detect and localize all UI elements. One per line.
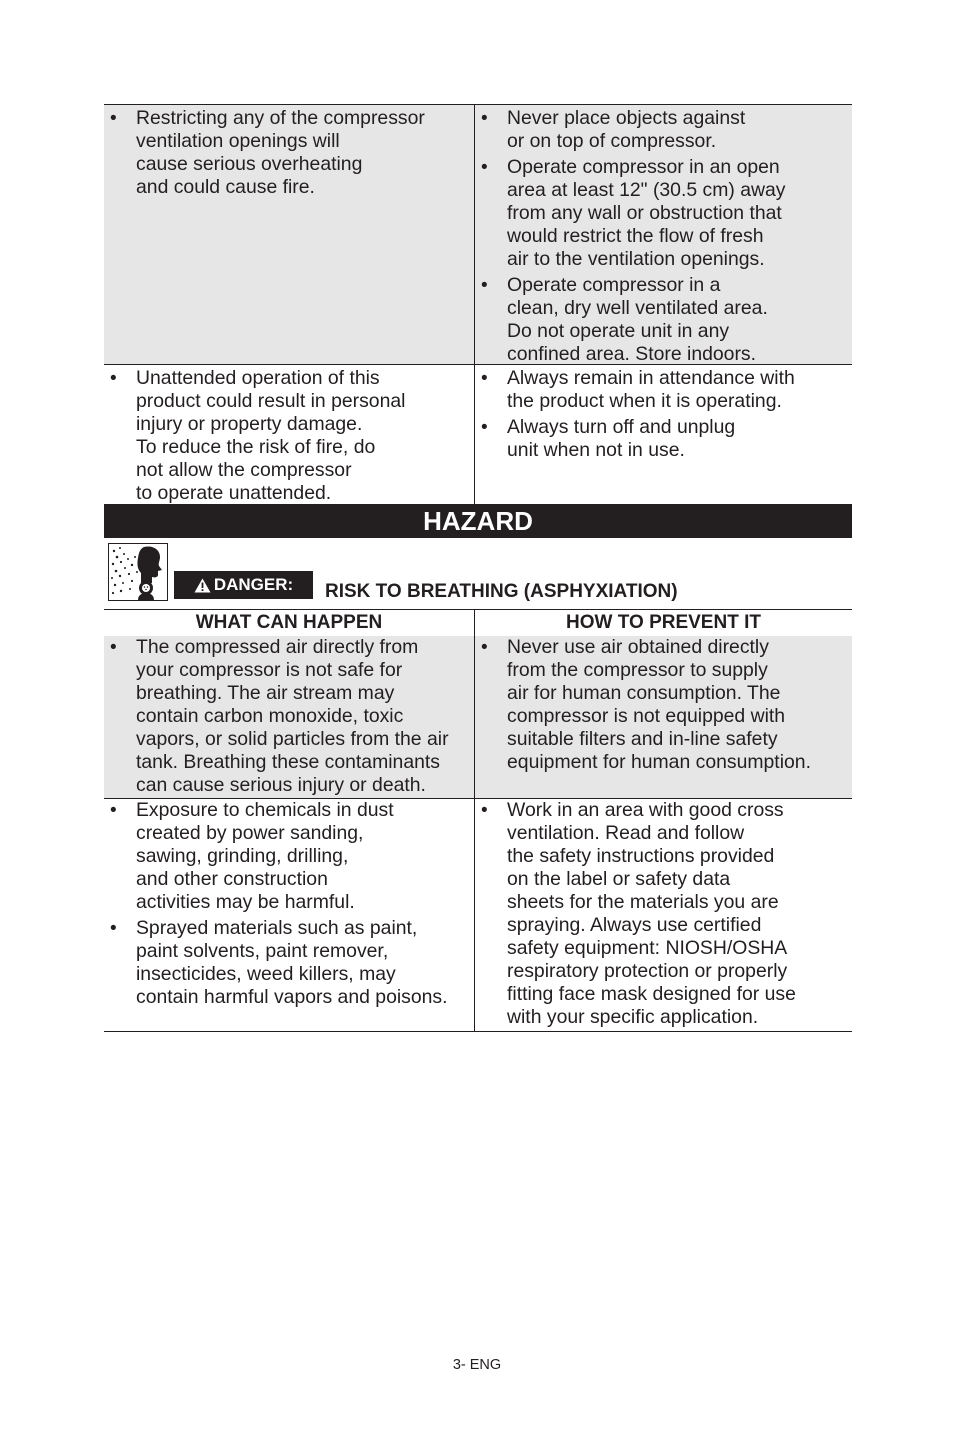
column-header-what: WHAT CAN HAPPEN xyxy=(104,610,475,636)
how-to-prevent-cell xyxy=(475,636,852,798)
list-item: • The compressed air directly from your compressor is not safe for breathing. The air stream may contain carbon monoxide, toxic vapors, or solid particles from the air tank. Breathing these contaminants can cause serious injury or death. xyxy=(104,636,474,797)
risk-title: RISK TO BREATHING (ASPHYXIATION) xyxy=(325,581,678,602)
how-to-prevent-cell xyxy=(475,365,852,505)
how-to-prevent-cell xyxy=(475,105,852,364)
list-item: • Work in an area with good cross ventilation. Read and follow the safety instructions provided on the label or safety data sheets for the materials you are spraying. Always use certified safety equipment: NIOSH/OSHA respiratory protection or properly fitting face mask designed for use with your specific application. xyxy=(475,799,852,1029)
bullet-list xyxy=(104,367,474,505)
list-item: • Always remain in attendance with the product when it is operating. xyxy=(475,367,852,413)
list-item: • Unattended operation of this product could result in personal injury or property damage. To reduce the risk of fire, do not allow the compressor to operate unattended. xyxy=(104,367,474,505)
bullet-list xyxy=(475,799,852,1029)
column-headers xyxy=(104,609,852,637)
table-row xyxy=(104,105,852,365)
bullet-list xyxy=(104,636,474,797)
bullet-list xyxy=(104,107,474,199)
bullet-list xyxy=(475,636,852,774)
list-item: • Operate compressor in a clean, dry well ventilated area. Do not operate unit in any confined area. Store indoors. xyxy=(475,274,852,366)
how-to-prevent-cell xyxy=(475,799,852,1031)
what-can-happen-cell xyxy=(104,799,475,1031)
breathing-hazard-table xyxy=(104,636,852,1032)
table-row xyxy=(104,799,852,1032)
list-item: • Never place objects against or on top of compressor. xyxy=(475,107,852,153)
what-can-happen-cell xyxy=(104,636,475,798)
ventilation-hazard-table xyxy=(104,104,852,505)
table-row xyxy=(104,636,852,799)
what-can-happen-cell xyxy=(104,105,475,364)
list-item: • Always turn off and unplug unit when not in use. xyxy=(475,416,852,462)
table-row xyxy=(104,365,852,505)
danger-label xyxy=(174,571,313,599)
list-item: • Restricting any of the compressor ventilation openings will cause serious overheating and could cause fire. xyxy=(104,107,474,199)
warning-triangle-icon xyxy=(194,578,211,593)
bullet-list xyxy=(475,107,852,366)
danger-label-text: DANGER: xyxy=(213,575,294,594)
list-item: • Exposure to chemicals in dust created by power sanding, sawing, grinding, drilling, and other construction activities may be harmful. xyxy=(104,799,474,914)
column-header-how: HOW TO PREVENT IT xyxy=(566,612,761,633)
list-item: • Operate compressor in an open area at least 12" (30.5 cm) away from any wall or obstruction that would restrict the flow of fresh air to the ventilation openings. xyxy=(475,156,852,271)
what-can-happen-cell xyxy=(104,365,475,505)
breathing-hazard-icon xyxy=(108,543,168,601)
bullet-list xyxy=(104,799,474,1009)
bullet-list xyxy=(475,367,852,462)
page-number: 3- ENG xyxy=(452,1357,502,1373)
hazard-banner: HAZARD xyxy=(104,504,852,538)
list-item: • Sprayed materials such as paint, paint solvents, paint remover, insecticides, weed killers, may contain harmful vapors and poisons. xyxy=(104,917,474,1009)
list-item: • Never use air obtained directly from the compressor to supply air for human consumption. The compressor is not equipped with suitable filters and in-line safety equipment for human consumption. xyxy=(475,636,852,774)
